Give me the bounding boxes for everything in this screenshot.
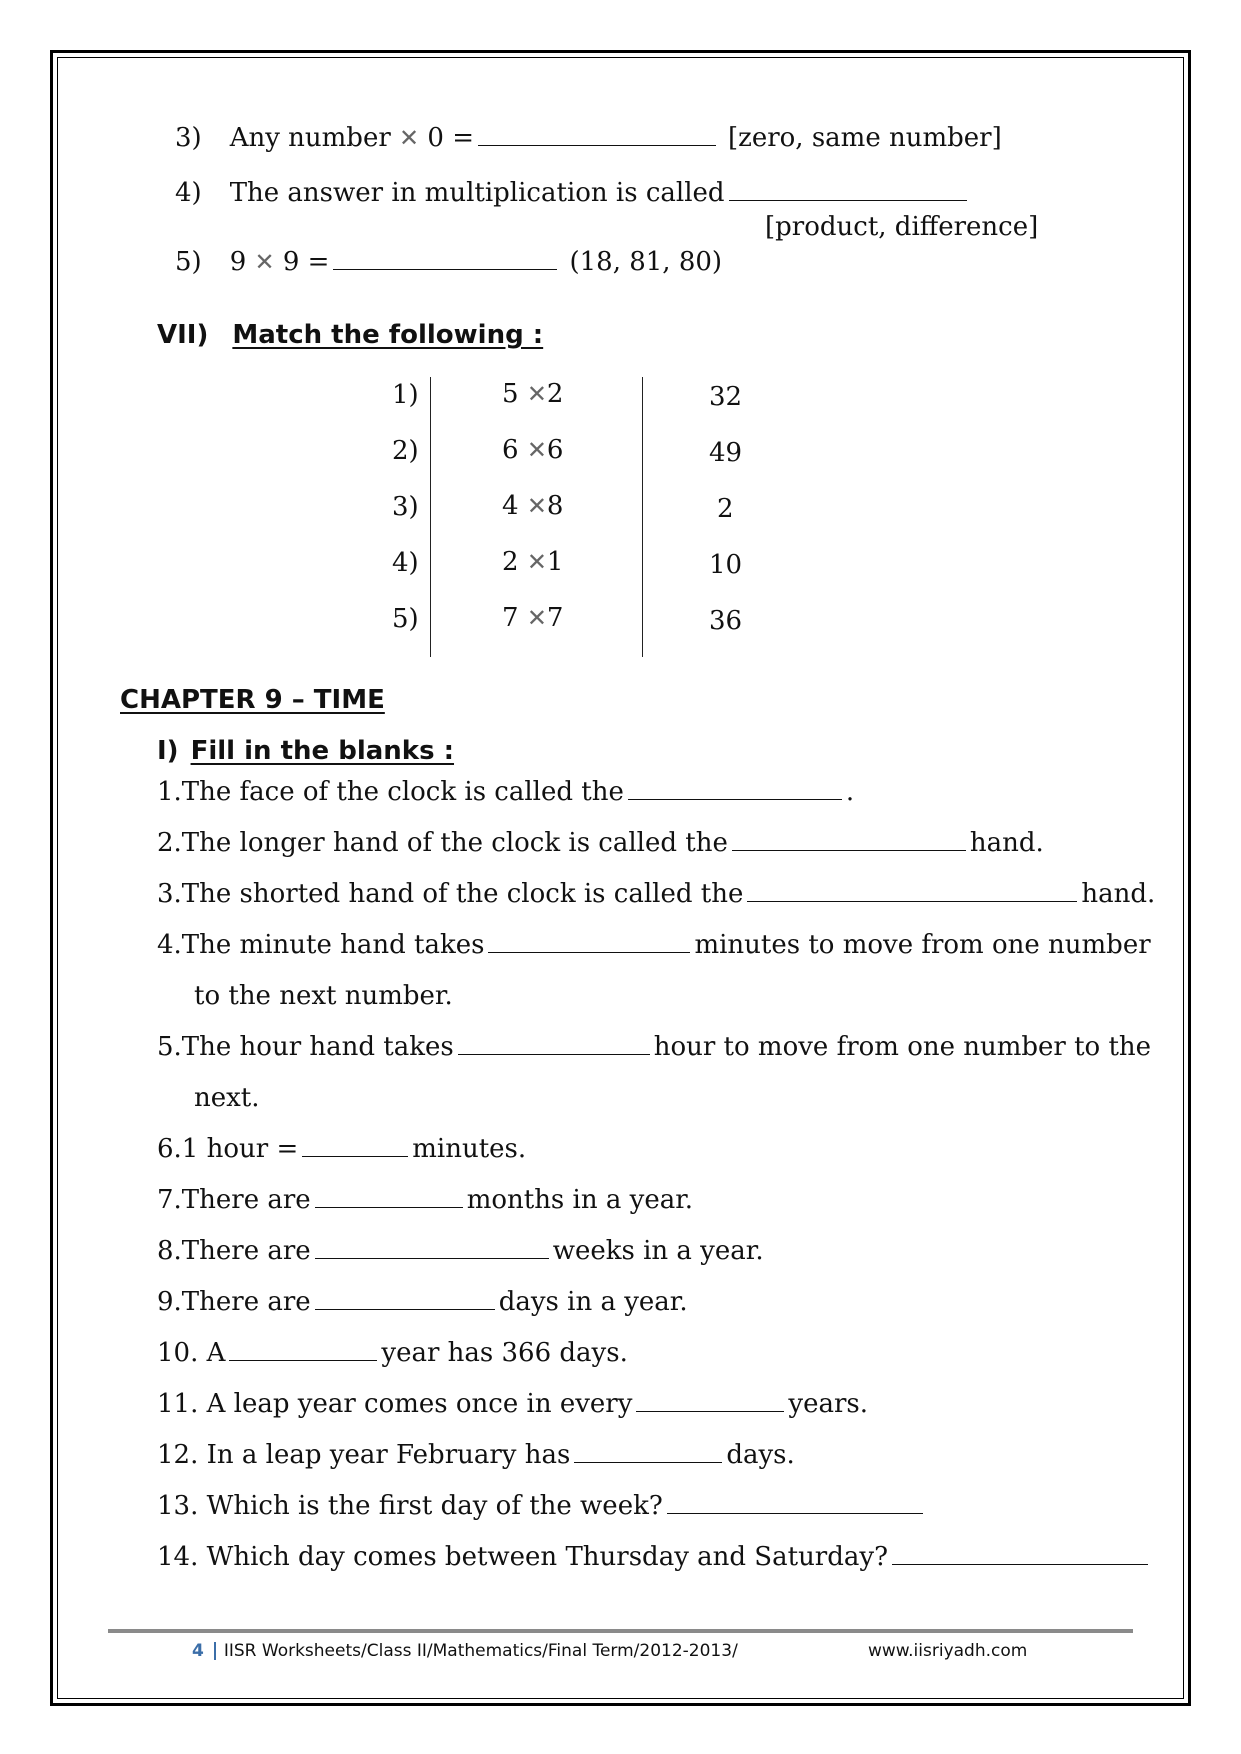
match-column-divider-left (430, 377, 431, 657)
item-number: 5) (175, 247, 202, 277)
match-column-divider-right (642, 377, 643, 657)
question-10: 10. A year has 366 days. (157, 1338, 628, 1368)
page-number: 4 (192, 1641, 204, 1661)
answer-blank[interactable] (667, 1491, 923, 1514)
answer-blank[interactable] (732, 828, 966, 851)
question-text: 9 = (274, 247, 330, 277)
section-title: Fill in the blanks : (190, 736, 455, 766)
match-row-number: 3) (392, 492, 419, 522)
mcq-item-5 (175, 246, 722, 278)
footer-path (192, 1640, 738, 1662)
answer-blank[interactable] (315, 1185, 463, 1208)
match-row-number: 5) (392, 604, 419, 634)
question-text: The answer in multiplication is called (229, 178, 725, 208)
footer-url: www.iisriyadh.com (868, 1641, 1028, 1661)
match-expression: 7 ✕7 (502, 603, 564, 633)
match-answer: 36 (709, 606, 743, 636)
multiply-icon: ✕ (526, 492, 547, 520)
answer-blank[interactable] (574, 1440, 722, 1463)
footer-path-text: IISR Worksheets/Class II/Mathematics/Final Term/2012-2013/ (223, 1641, 738, 1661)
footer-separator (214, 1642, 216, 1660)
answer-blank[interactable] (229, 1338, 377, 1361)
question-4: 4.The minute hand takes minutes to move from one number (157, 930, 1151, 960)
multiply-icon: ✕ (254, 248, 275, 276)
match-row-number: 2) (392, 436, 419, 466)
answer-blank[interactable] (892, 1542, 1148, 1565)
question-12: 12. In a leap year February has days. (157, 1440, 795, 1470)
answer-options: (18, 81, 80) (569, 247, 723, 277)
match-expression: 6 ✕6 (502, 435, 564, 465)
question-text: 9 (229, 247, 255, 277)
answer-blank[interactable] (315, 1236, 549, 1259)
multiply-icon: ✕ (399, 124, 420, 152)
answer-blank[interactable] (636, 1389, 784, 1412)
multiply-icon: ✕ (526, 604, 547, 632)
mcq-item-3 (175, 122, 1002, 154)
multiply-icon: ✕ (526, 436, 547, 464)
question-3: 3.The shorted hand of the clock is called the hand. (157, 879, 1156, 909)
question-5: 5.The hour hand takes hour to move from one number to the (157, 1032, 1152, 1062)
footer-rule (108, 1629, 1133, 1633)
answer-blank[interactable] (747, 879, 1077, 902)
answer-options: [zero, same number] (728, 123, 1002, 153)
section-title: Match the following : (232, 320, 544, 350)
match-answer: 49 (709, 438, 743, 468)
question-2: 2.The longer hand of the clock is called the hand. (157, 828, 1044, 858)
question-13: 13. Which is the first day of the week? (157, 1490, 927, 1522)
item-number: 4) (175, 178, 202, 208)
question-text: 0 = (419, 123, 474, 153)
match-expression: 2 ✕1 (502, 547, 564, 577)
match-answer: 10 (709, 550, 743, 580)
answer-blank[interactable] (315, 1287, 495, 1310)
question-1: 1.The face of the clock is called the . (157, 777, 855, 807)
chapter-title: CHAPTER 9 – TIME (120, 685, 385, 715)
question-7: 7.There are months in a year. (157, 1185, 694, 1215)
section-heading-match (157, 319, 543, 351)
answer-blank[interactable] (729, 178, 967, 201)
question-text: Any number (229, 123, 400, 153)
question-5-continued: next. (194, 1083, 260, 1113)
match-row-number: 1) (392, 380, 419, 410)
answer-options: [product, difference] (765, 212, 1039, 242)
answer-blank[interactable] (628, 777, 842, 800)
question-6: 6.1 hour = minutes. (157, 1134, 527, 1164)
match-row-number: 4) (392, 548, 419, 578)
section-heading-fill (157, 735, 454, 767)
question-9: 9.There are days in a year. (157, 1287, 688, 1317)
item-number: 3) (175, 123, 202, 153)
answer-blank[interactable] (458, 1032, 650, 1055)
section-number: I) (157, 736, 179, 766)
multiply-icon: ✕ (526, 548, 547, 576)
match-answer: 32 (709, 382, 743, 412)
answer-blank[interactable] (488, 930, 690, 953)
answer-blank[interactable] (478, 123, 716, 146)
mcq-item-4 (175, 177, 971, 209)
answer-blank[interactable] (302, 1134, 408, 1157)
match-answer: 2 (717, 494, 734, 524)
answer-blank[interactable] (333, 247, 557, 270)
match-expression: 5 ✕2 (502, 379, 564, 409)
question-14: 14. Which day comes between Thursday and Saturday? (157, 1541, 1152, 1573)
match-expression: 4 ✕8 (502, 491, 564, 521)
question-4-continued: to the next number. (194, 981, 453, 1011)
section-number: VII) (157, 320, 209, 350)
question-11: 11. A leap year comes once in every years. (157, 1389, 869, 1419)
multiply-icon: ✕ (526, 380, 547, 408)
question-8: 8.There are weeks in a year. (157, 1236, 764, 1266)
